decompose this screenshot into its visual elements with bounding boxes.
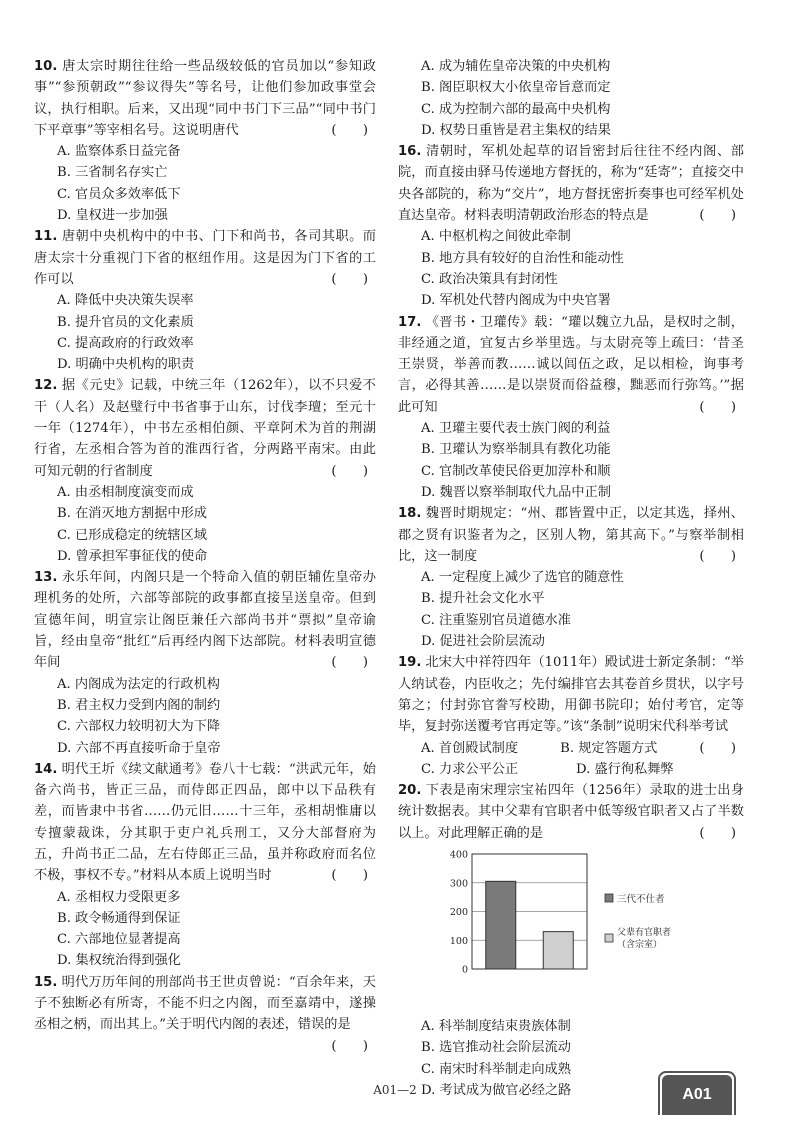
- question-number: 16.: [398, 144, 422, 160]
- bar-chart: [444, 846, 734, 1006]
- option: A. 成为辅佐皇帝决策的中央机构: [421, 59, 611, 74]
- option: B. 阁臣职权大小依皇帝旨意而定: [421, 80, 611, 96]
- option: A. 由丞相制度演变而成: [57, 484, 194, 500]
- bar-1: [543, 932, 573, 969]
- legend-swatch: [605, 934, 613, 942]
- question-text: 据《元史》记载，中统三年（1262年），以不只爱不干（人名）及赵璧行中书省事于山东，讨伐李璮；至元十一年（1274年），中书左丞相伯颜、平章阿术为首的荆湖行省，左丞相合答为首的淮西行省，分两路平南宋。由此可知元朝的行省制度: [34, 378, 376, 479]
- question-number: 13.: [34, 570, 58, 586]
- option: B. 地方具有较好的自治性和能动性: [421, 250, 624, 266]
- option: D. 盛行徇私舞弊: [576, 761, 674, 777]
- question-text: 唐太宗时期往往给一些品级较低的官员加以“参知政事”“参预朝政”“参议得失”等名号，让他们参加政事堂会议，执行相职。后来，又出现“同中书门下三品”“同中书门下平章事”等宰相名号。这说明唐代: [34, 59, 376, 138]
- option: A. 卫瓘主要代表士族门阀的利益: [421, 421, 611, 437]
- left-column: [34, 56, 376, 1057]
- option: D. 明确中央机构的职责: [57, 357, 195, 373]
- option: D. 魏晋以察举制取代九品中正制: [421, 484, 611, 500]
- question-stem: [398, 780, 744, 844]
- option: C. 官制改革使民俗更加淳朴和顺: [421, 463, 611, 479]
- question-text: 《晋书・卫瓘传》载：“瓘以魏立九品，是权时之制，非经通之道，宜复古乡举里选。与太尉亮等上疏曰：‘昔圣王崇贤，举善而教……诚以闾伍之政，足以相检，询事考言，必得其善……是以崇贤而俗益穆，黜恶而行弥笃。’”据此可知: [398, 314, 744, 415]
- option: D. 军机处代替内阁成为中央官署: [421, 293, 611, 309]
- question-text: 北宋大中祥符四年（1011年）殿试进士新定条制：“举人纳试卷，内臣收之；先付编排官去其卷首乡贯状，以字号第之；付封弥官誊写校勘，用御书院印；始付考官，定等毕，复封弥送覆考官再定等。”该“条制”说明宋代科举考试: [398, 655, 744, 735]
- option-row: [421, 759, 744, 780]
- options: [34, 887, 376, 972]
- option: C. 成为控制六部的最高中央机构: [421, 101, 611, 117]
- option: D. 曾承担军事征伐的使命: [57, 548, 208, 564]
- question-15: [34, 972, 376, 1054]
- question-text: 魏晋时期规定：“州、郡皆置中正，以定其选，择州、郡之贤有识鉴者为之，区别人物，第其高下。”与察举制相比，这一制度: [398, 506, 744, 564]
- option: B. 选官推动社会阶层流动: [421, 1040, 571, 1056]
- option: C. 政治决策具有封闭性: [421, 271, 558, 287]
- question-stem: [34, 759, 376, 887]
- answer-blank: ( ): [699, 548, 736, 564]
- question-stem: [34, 226, 376, 290]
- options: [34, 674, 376, 759]
- option: C. 力求公平公正: [421, 761, 519, 777]
- option: D. 促进社会阶层流动: [421, 634, 545, 650]
- answer-blank: ( ): [331, 271, 368, 287]
- option: A. 首创殿试制度: [421, 740, 519, 756]
- answer-blank: ( ): [331, 655, 368, 671]
- option: B. 政令畅通得到保证: [57, 910, 181, 926]
- legend-label: 父辈有官职者: [617, 927, 672, 938]
- answer-blank: ( ): [331, 122, 368, 138]
- question-number: 10.: [34, 59, 58, 74]
- question-stem: [398, 312, 744, 418]
- page-number: A01—2: [373, 1083, 417, 1097]
- y-tick-label: 300: [449, 878, 468, 890]
- answer-blank: ( ): [331, 1038, 368, 1054]
- options: [398, 418, 744, 503]
- option: B. 君主权力受到内阁的制约: [57, 697, 221, 713]
- option: B. 规定答题方式: [560, 740, 658, 756]
- option: A. 丞相权力受限更多: [57, 889, 181, 905]
- option: A. 中枢机构之间彼此牵制: [421, 229, 571, 245]
- question-stem: [398, 503, 744, 567]
- question-number: 17.: [398, 314, 422, 330]
- y-tick-label: 100: [449, 935, 468, 947]
- question-stem: [34, 375, 376, 481]
- option: D. 皇权进一步加强: [57, 208, 168, 224]
- option: A. 降低中央决策失误率: [57, 293, 194, 309]
- answer-blank: ( ): [699, 208, 736, 224]
- question-10: [34, 56, 376, 226]
- option: A. 内阁成为法定的行政机构: [57, 676, 220, 692]
- question-number: 12.: [34, 378, 58, 394]
- question-number: 15.: [34, 974, 58, 990]
- options: [398, 738, 744, 781]
- options: [34, 141, 376, 226]
- options: [398, 567, 744, 652]
- question-11: [34, 226, 376, 375]
- option: B. 三省制名存实亡: [57, 165, 168, 181]
- options: [34, 290, 376, 375]
- option: D. 权势日重皆是君主集权的结果: [421, 122, 611, 138]
- option: C. 已形成稳定的统辖区域: [57, 527, 207, 543]
- option: B. 卫瓘认为察举制具有教化功能: [421, 442, 611, 458]
- option: D. 考试成为做官必经之路: [421, 1082, 572, 1098]
- options: [398, 56, 744, 141]
- question-text: 唐朝中央机构中的中书、门下和尚书，各司其职。而唐太宗十分重视门下省的枢纽作用。这是因为门下省的工作可以: [34, 229, 376, 287]
- legend-label: （含宗室）: [617, 939, 663, 950]
- question-number: 20.: [398, 783, 422, 799]
- answer-blank: ( ): [699, 825, 736, 841]
- question-12: [34, 375, 376, 567]
- options: [398, 226, 744, 311]
- option: B. 在消灭地方割据中形成: [57, 506, 207, 522]
- option-row: [421, 738, 699, 759]
- option: C. 六部地位显著提高: [57, 932, 181, 948]
- option: C. 六部权力较明初大为下降: [57, 719, 221, 735]
- y-tick-label: 0: [461, 964, 468, 976]
- answer-blank: ( ): [331, 463, 368, 479]
- question-stem: [34, 56, 376, 141]
- question-number: 11.: [34, 229, 58, 245]
- question-text: 清朝时，军机处起草的诏旨密封后往往不经内阁、部院，而直接由驿马传递地方督抚的，称为“廷寄”；直接交中央各部院的，称为“交片”，地方督抚密折奏事也可经军机处直达皇帝。材料表明清朝政治形态的特点是: [398, 144, 744, 224]
- option: C. 南宋时科举制走向成熟: [421, 1061, 571, 1077]
- question-18: [398, 503, 744, 652]
- question-number: 19.: [398, 655, 422, 671]
- question-stem: [34, 972, 376, 1054]
- answer-blank: ( ): [331, 868, 368, 884]
- question-17: [398, 312, 744, 504]
- question-14: [34, 759, 376, 972]
- chart: [398, 846, 744, 1016]
- answer-blank: ( ): [699, 740, 736, 756]
- option: A. 一定程度上减少了选官的随意性: [421, 570, 624, 586]
- answer-blank: ( ): [699, 399, 736, 415]
- question-text: 下表是南宋理宗宝祐四年（1256年）录取的进士出身统计数据表。其中父辈有官职者中低等级官职者又占了半数以上。对此理解正确的是: [398, 783, 744, 841]
- option: B. 提升官员的文化素质: [57, 314, 194, 330]
- option: C. 官员众多效率低下: [57, 186, 181, 202]
- option: D. 六部不再直接听命于皇帝: [57, 740, 221, 756]
- y-tick-label: 400: [449, 849, 468, 861]
- page-tab: A01: [662, 1075, 732, 1115]
- question-20: [398, 780, 744, 1101]
- y-tick-label: 200: [449, 906, 468, 918]
- options: [34, 482, 376, 567]
- question-13: [34, 567, 376, 759]
- option: C. 提高政府的行政效率: [57, 335, 194, 351]
- option: C. 注重鉴别官员道德水准: [421, 612, 571, 628]
- question-number: 14.: [34, 761, 58, 777]
- legend-swatch: [605, 894, 613, 902]
- question-text: 明代万历年间的刑部尚书王世贞曾说：“百余年来，天子不独断必有所寄，不能不归之内阁，而至嘉靖中，遂操丞相之柄，而出其上。”关于明代内阁的表述，错误的是: [34, 974, 376, 1033]
- question-stem: [398, 141, 744, 226]
- question-19: [398, 652, 744, 780]
- question-text: 明代王圻《续文献通考》卷八十七载：“洪武元年，始备六尚书，皆正三品，而侍郎正四品，郎中以下品秩有差，而皆隶中书省……仍元旧……十三年，丞相胡惟庸以专擅蒙裁诛，分其职于吏户礼兵刑工，又分大部督府为五，升尚书正二品，左右侍郎正三品，虽并称政府而名位不极，事权不专。”材料从本质上说明当时: [34, 761, 376, 884]
- option: A. 监察体系日益完备: [57, 144, 181, 160]
- question-stem: [34, 567, 376, 673]
- question-number: 18.: [398, 506, 422, 522]
- bar-0: [486, 881, 516, 969]
- legend-label: 三代不仕者: [617, 893, 665, 905]
- question-text: 永乐年间，内阁只是一个特命入值的朝臣辅佐皇帝办理机务的处所，六部等部院的政事都直接呈送皇帝。但到宣德年间，明宣宗让阁臣兼任六部尚书并“票拟”皇帝谕旨，经由皇帝“批红”后再经内阁下达部院。材料表明宣德年间: [34, 570, 376, 671]
- question-16: [398, 141, 744, 311]
- option: B. 提升社会文化水平: [421, 591, 545, 607]
- right-column: [398, 56, 744, 1101]
- option: A. 科举制度结束贵族体制: [421, 1018, 571, 1034]
- option: D. 集权统治得到强化: [57, 953, 181, 969]
